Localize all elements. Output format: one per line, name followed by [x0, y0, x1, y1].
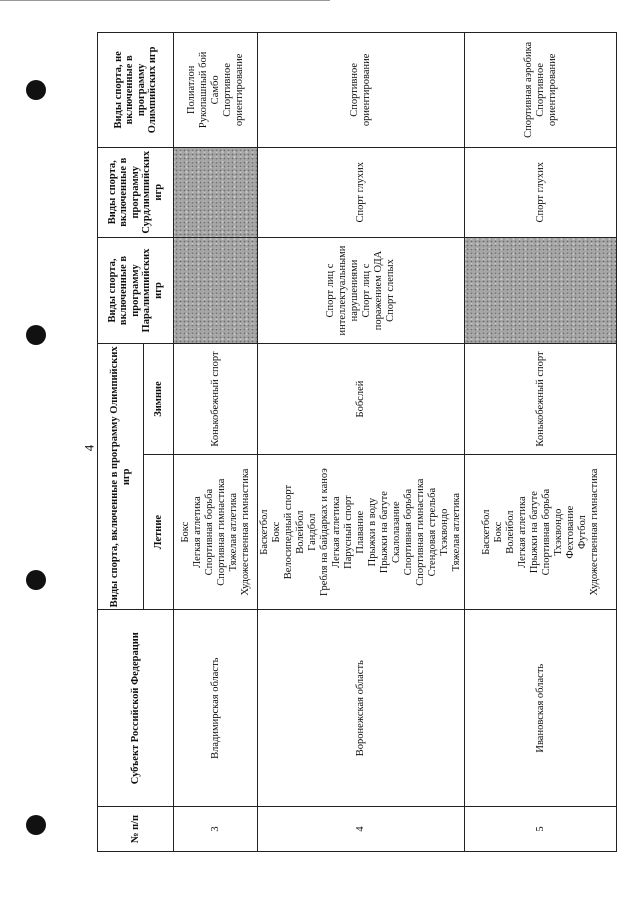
page-number: 4: [81, 444, 97, 452]
rotated-table-container: [97, 32, 614, 852]
row-number: 5: [465, 806, 617, 851]
sport-item: Спортивное ориентирование: [221, 53, 245, 127]
paralympic-sports-cell: [174, 237, 258, 343]
subject-name: Владимирская область: [174, 610, 258, 807]
surdlympic-sports-cell: [465, 147, 617, 237]
sport-item: Спорт лиц с интеллектуальными нарушениями: [325, 245, 360, 336]
non-olympic-sports-cell: [465, 33, 617, 148]
sport-item: Волейбол: [295, 510, 306, 554]
row-number: 3: [174, 806, 258, 851]
non-olympic-sports-cell: [258, 33, 465, 148]
summer-sports-cell: [258, 454, 465, 610]
sport-item: Спортивная борьба: [403, 488, 414, 576]
sport-item: Легкая атлетика: [516, 496, 528, 568]
table-row: [465, 33, 617, 852]
sport-item: Легкая атлетика: [331, 496, 342, 568]
table-row: [258, 33, 465, 852]
header-num: № п/п: [98, 806, 174, 851]
winter-sports-cell: [174, 344, 258, 455]
paralympic-sports-cell: [258, 237, 465, 343]
sport-item: Полиатлон: [185, 65, 197, 115]
sport-item: Спортивное ориентирование: [534, 53, 558, 127]
top-rule: [0, 0, 330, 1]
table-row: [174, 33, 258, 852]
sports-table: [97, 32, 617, 852]
sport-item: Баскетбол: [259, 509, 270, 555]
sport-item: Тхэквондо: [552, 508, 564, 556]
sport-item: Бокс: [179, 521, 191, 543]
sport-item: Фехтование: [564, 505, 576, 559]
sport-item: Прыжки на батуте: [379, 491, 390, 574]
sport-item: Тхэквондо: [439, 508, 450, 556]
sport-item: Рукопашный бой: [197, 51, 209, 129]
sport-item: Волейбол: [504, 510, 516, 554]
header-surdlympic: Виды спорта, включенные в программу Сурдлимпийских игр: [98, 147, 174, 237]
sport-item: Спорт лиц с поражением ОДА: [361, 250, 384, 331]
surdlympic-sports-cell: [174, 147, 258, 237]
subject-name: Воронежская область: [258, 610, 465, 807]
summer-sports-cell: [174, 454, 258, 610]
sport-item: Велосипедный спорт: [283, 484, 294, 580]
sport-item: Бокс: [492, 521, 504, 543]
sport-item: Самбо: [209, 75, 221, 105]
header-subject: Субъект Российской Федерации: [98, 610, 174, 807]
sport-item: Плавание: [355, 510, 366, 554]
sport-item: Спорт слепых: [385, 259, 396, 322]
sport-item: Гребля на байдарках и каноэ: [319, 468, 330, 596]
sport-item: Спортивная гимнастика: [215, 478, 227, 586]
row-number: 4: [258, 806, 465, 851]
sport-item: Спорт глухих: [355, 161, 366, 223]
header-paralympic: Виды спорта, включенные в программу Паралимпийских игр: [98, 237, 174, 343]
sport-item: Парусный спорт: [343, 495, 354, 569]
sport-item: Спортивное ориентирование: [349, 53, 372, 127]
winter-sports-cell: [465, 344, 617, 455]
punch-hole-bottom: [26, 815, 46, 835]
sport-item: Тяжелая атлетика: [451, 492, 462, 572]
sport-item: Футбол: [576, 515, 588, 550]
sport-item: Художественная гимнастика: [588, 468, 600, 596]
sport-item: Бокс: [271, 521, 282, 543]
sport-item: Спорт глухих: [534, 161, 546, 223]
sport-item: Гандбол: [307, 513, 318, 551]
table-wrapper: [97, 32, 614, 852]
punch-hole-top: [26, 80, 46, 100]
header-winter: Зимние: [144, 344, 174, 455]
sport-item: Конькобежный спорт: [209, 351, 221, 447]
summer-sports-cell: [465, 454, 617, 610]
sport-item: Конькобежный спорт: [534, 351, 546, 447]
punch-hole-upper-mid: [26, 325, 46, 345]
sport-item: Тяжелая атлетика: [227, 492, 239, 572]
subject-name: Ивановская область: [465, 610, 617, 807]
sport-item: Скалолазание: [391, 501, 402, 563]
winter-sports-cell: [258, 344, 465, 455]
punch-hole-lower-mid: [26, 570, 46, 590]
sport-item: Спортивная борьба: [540, 488, 552, 576]
non-olympic-sports-cell: [174, 33, 258, 148]
sport-item: Спортивная борьба: [203, 488, 215, 576]
header-non-olympic: Виды спорта, не включенные в программу Олимпийских игр: [98, 33, 174, 148]
surdlympic-sports-cell: [258, 147, 465, 237]
sport-item: Спортивная аэробика: [522, 41, 534, 138]
paralympic-sports-cell: [465, 237, 617, 343]
sport-item: Прыжки в воду: [367, 497, 378, 567]
table-body: [174, 33, 617, 852]
sport-item: Художественная гимнастика: [239, 468, 251, 596]
sport-item: Бобслей: [355, 380, 366, 418]
sport-item: Баскетбол: [480, 509, 492, 555]
sport-item: Спортивная гимнастика: [415, 478, 426, 586]
sport-item: Прыжки на батуте: [528, 491, 540, 574]
header-summer: Летние: [144, 454, 174, 610]
header-olympic: Виды спорта, включенные в программу Олимпийских игр: [98, 344, 144, 610]
sport-item: Стендовая стрельба: [427, 487, 438, 577]
sport-item: Легкая атлетика: [191, 496, 203, 568]
